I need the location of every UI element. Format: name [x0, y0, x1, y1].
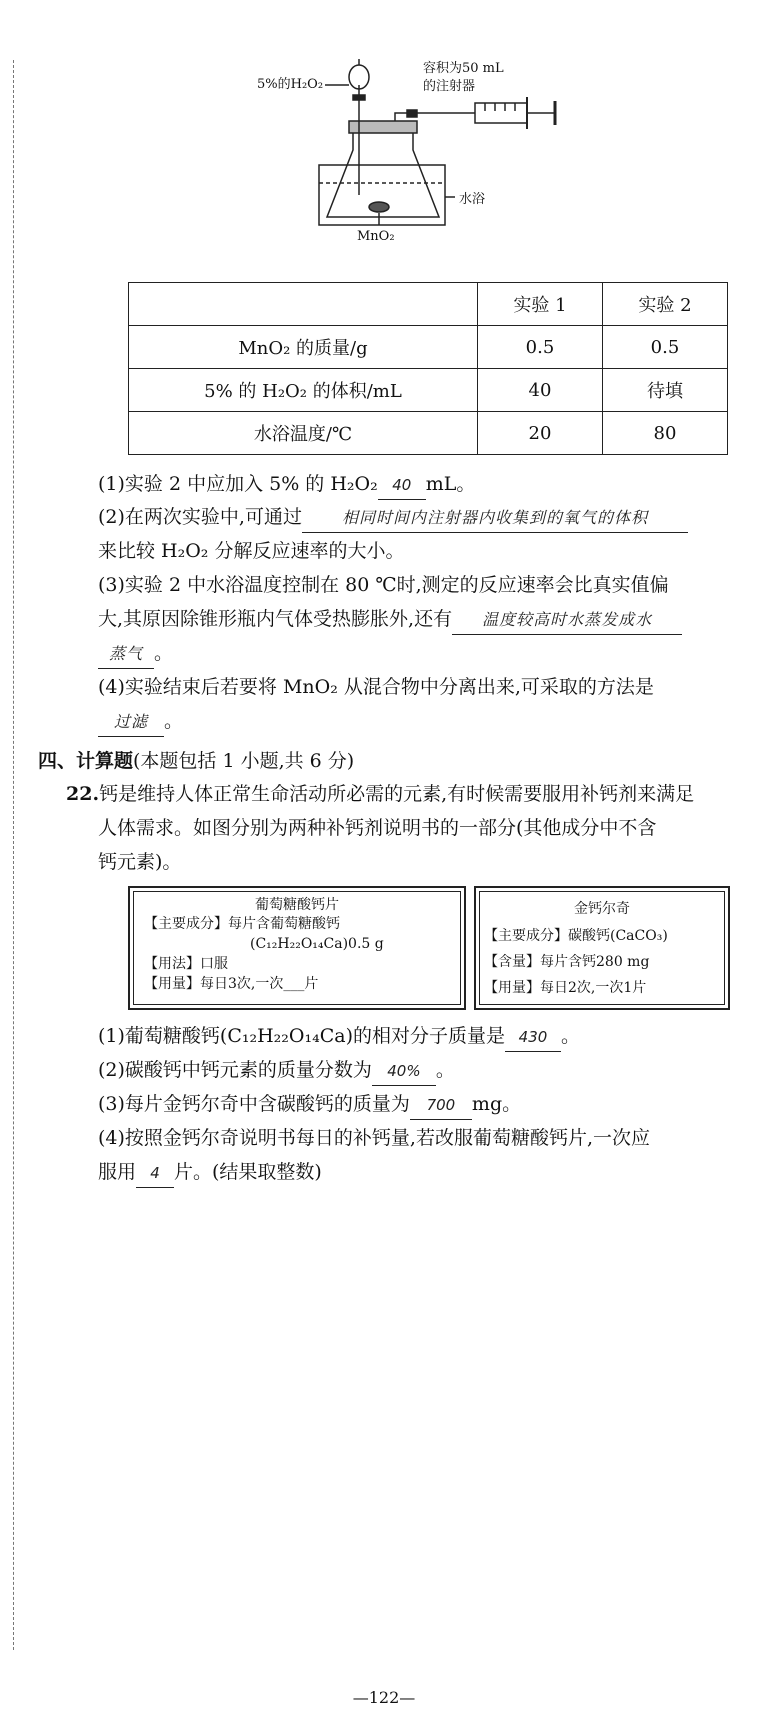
q22-part1: [98, 1022, 580, 1052]
table-header-cell: 实验 2: [603, 283, 728, 326]
q22-part1-text: (1)葡萄糖酸钙(C₁₂H₂₂O₁₄Ca)的相对分子质量是: [98, 1025, 505, 1047]
q22-stem-line2: 人体需求。如图分别为两种补钙剂说明书的一部分(其他成分中不含: [98, 817, 657, 839]
table-cell: 0.5: [603, 326, 728, 369]
syringe-barrel: [475, 103, 527, 123]
q22-part4-line1: (4)按照金钙尔奇说明书每日的补钙量,若改服葡萄糖酸钙片,一次应: [98, 1127, 650, 1149]
q21-part3-line2: [98, 605, 682, 635]
q21-part1-text: (1)实验 2 中应加入 5% 的 H₂O₂: [98, 473, 378, 495]
binding-margin-line: [13, 60, 14, 1650]
syringe-label-line2: 的注射器: [423, 79, 476, 94]
box2-row: 【主要成分】碳酸钙(CaCO₃): [484, 928, 668, 944]
section-note: (本题包括 1 小题,共 6 分): [133, 750, 355, 772]
q22-stem-line1: [66, 780, 694, 808]
mno2-powder: [369, 202, 389, 212]
funnel-stopcock: [353, 95, 365, 100]
syringe-label-line1: 容积为50 mL: [423, 61, 504, 76]
q21-part2: [98, 503, 688, 533]
q22-part4-answer: 4: [136, 1159, 174, 1188]
table-cell: 20: [478, 412, 603, 455]
mno2-label: MnO₂: [357, 229, 395, 244]
box1-row: 【用量】每日3次,一次___片: [144, 976, 319, 992]
q22-part4-text: 服用: [98, 1161, 137, 1183]
q22-part4-line2: [98, 1158, 322, 1188]
box2-row: 【用量】每日2次,一次1片: [484, 980, 647, 996]
table-cell: 待填: [603, 369, 728, 412]
box1-title: 葡萄糖酸钙片: [255, 897, 339, 913]
water-bath-tank: [319, 165, 445, 225]
q22-part3: [98, 1090, 521, 1120]
table-row: [129, 369, 728, 412]
q21-part3-text: 大,其原因除锥形瓶内气体受热膨胀外,还有: [98, 608, 453, 630]
q22-part4-end: 片。(结果取整数): [174, 1161, 322, 1183]
q22-number: 22.: [66, 783, 100, 805]
calcium-carbonate-label-box: [474, 886, 730, 1010]
table-cell: 40: [478, 369, 603, 412]
experiment-table: [128, 282, 728, 455]
h2o2-label: 5%的H₂O₂: [257, 77, 324, 92]
q22-part1-answer: 430: [505, 1023, 561, 1052]
table-row-label: MnO₂ 的质量/g: [129, 326, 478, 369]
table-row-label: 5% 的 H₂O₂ 的体积/mL: [129, 369, 478, 412]
table-header-row: [129, 283, 728, 326]
box1-row: 【主要成分】每片含葡萄糖酸钙: [144, 916, 340, 932]
q22-part2-end: 。: [435, 1059, 455, 1081]
table-row-label: 水浴温度/℃: [129, 412, 478, 455]
q21-part4-line1: (4)实验结束后若要将 MnO₂ 从混合物中分离出来,可采取的方法是: [98, 676, 654, 698]
table-header-cell: 实验 1: [478, 283, 603, 326]
q21-part4-line2: [98, 707, 183, 737]
q22-part3-unit: mg。: [471, 1093, 522, 1115]
q22-part2-answer: 40%: [372, 1057, 436, 1086]
q21-part2-answer: 相同时间内注射器内收集到的氧气的体积: [302, 504, 688, 533]
q21-part1-unit: mL。: [425, 473, 476, 495]
q22-part3-answer: 700: [410, 1091, 472, 1120]
q21-part2-cont: 来比较 H₂O₂ 分解反应速率的大小。: [98, 540, 405, 562]
table-cell: 80: [603, 412, 728, 455]
apparatus-figure: [257, 55, 585, 275]
q21-part3-end: 。: [154, 642, 174, 664]
q21-part4-answer: 过滤: [98, 708, 164, 737]
water-bath-label: 水浴: [459, 192, 486, 207]
calcium-gluconate-label-box: [128, 886, 466, 1010]
section-heading: [38, 746, 354, 773]
table-cell: 0.5: [478, 326, 603, 369]
box2-row: 【含量】每片含钙280 mg: [484, 954, 650, 970]
q22-part1-end: 。: [561, 1025, 581, 1047]
q21-part3-answer-cont: 蒸气: [98, 640, 154, 669]
q22-part2-text: (2)碳酸钙中钙元素的质量分数为: [98, 1059, 372, 1081]
section-title: 四、计算题: [38, 750, 134, 772]
page-number: —122—: [352, 1688, 416, 1707]
q21-part3-line3: [98, 639, 173, 669]
q22-stem-text: 钙是维持人体正常生命活动所必需的元素,有时候需要服用补钙剂来满足: [99, 783, 695, 805]
q21-part3-answer: 温度较高时水蒸发成水: [452, 606, 682, 635]
q21-part2-text: (2)在两次实验中,可通过: [98, 506, 302, 528]
box1-row: 【用法】口服: [144, 956, 228, 972]
q21-part4-end: 。: [164, 710, 184, 732]
q22-stem-line3: 钙元素)。: [98, 851, 182, 873]
q21-part1-answer: 40: [378, 471, 426, 500]
table-row: [129, 412, 728, 455]
q22-part2: [98, 1056, 455, 1086]
box2-title: 金钙尔奇: [574, 901, 630, 917]
table-header-cell: [129, 283, 478, 326]
q22-part3-text: (3)每片金钙尔奇中含碳酸钙的质量为: [98, 1093, 410, 1115]
q21-part3-line1: (3)实验 2 中水浴温度控制在 80 ℃时,测定的反应速率会比真实值偏: [98, 574, 669, 596]
table-row: [129, 326, 728, 369]
q21-part1: [98, 470, 475, 500]
box1-row: (C₁₂H₂₂O₁₄Ca)0.5 g: [250, 936, 384, 952]
